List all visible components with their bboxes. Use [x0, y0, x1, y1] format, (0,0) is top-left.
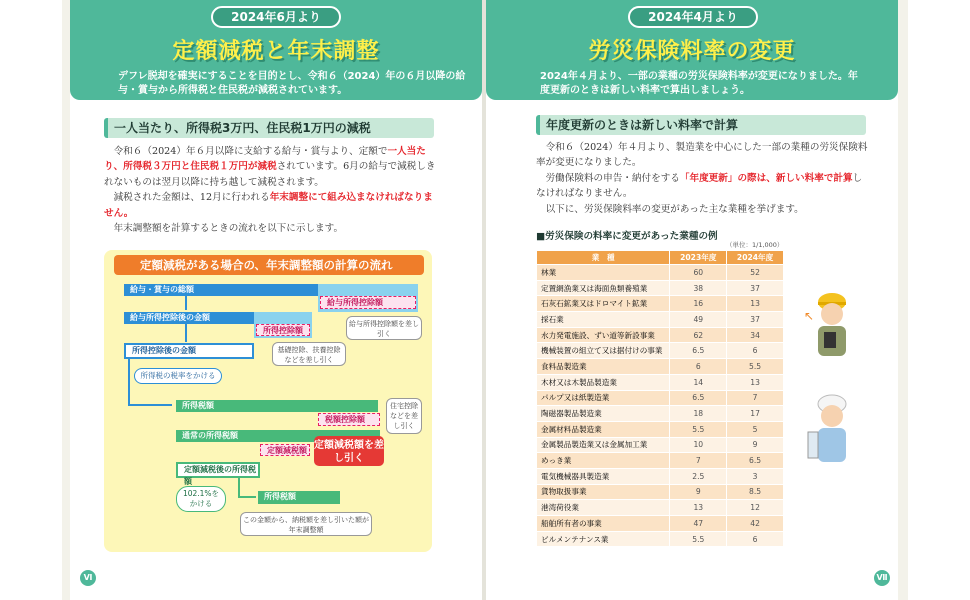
- left-p2-highlight: 年末調整にて組み込まなければなりません。: [104, 192, 433, 219]
- rate-2024-cell: 34: [727, 327, 784, 343]
- left-title: 定額減税と年末調整: [172, 39, 380, 64]
- industry-cell: 林業: [537, 265, 670, 281]
- right-p3: 以下に、労災保険料率の変更があった主な業種を挙げます。: [545, 203, 804, 215]
- flow-tax: 所得税額: [176, 400, 378, 412]
- table-row: [537, 531, 784, 547]
- rate-2023-cell: 16: [670, 296, 727, 312]
- rate-2024-cell: 9: [727, 437, 784, 453]
- rate-2023-cell: 6.5: [670, 343, 727, 359]
- right-page-number: Ⅶ: [874, 570, 890, 586]
- right-p2-highlight: 「年度更新」の際は、新しい料率で計算: [679, 172, 853, 184]
- rate-2023-cell: 38: [670, 280, 727, 296]
- left-lead: デフレ脱却を確実にすることを目的とし、令和６（2024）年の６月以降の給与・賞与から所得税と住民税が減税されています。: [118, 71, 466, 96]
- flow-gross: 給与・賞与の総額: [124, 284, 418, 296]
- rate-2023-cell: 6.5: [670, 390, 727, 406]
- table-row: [537, 421, 784, 437]
- table-row: [537, 374, 784, 390]
- rate-2024-cell: 52: [727, 265, 784, 281]
- industry-cell: 電気機械器具製造業: [537, 468, 670, 484]
- flow-normal-tax: 通常の所得税額: [176, 430, 380, 442]
- table-row: [537, 500, 784, 516]
- rate-2023-cell: 47: [670, 516, 727, 532]
- industry-cell: 金属材料品製造業: [537, 421, 670, 437]
- rate-2024-cell: 5.5: [727, 359, 784, 375]
- rate-2023-cell: 13: [670, 500, 727, 516]
- flow-fixed-cut-button: 定額減税額を差し引く: [314, 436, 384, 466]
- table-header-industry: 業 種: [537, 251, 670, 265]
- flow-fixed-cut: 定額減税額: [260, 444, 310, 456]
- flow-income-note: 基礎控除、扶養控除などを差し引く: [272, 342, 346, 366]
- right-title: 労災保険料率の変更: [588, 39, 796, 64]
- arrow-3: [128, 359, 130, 405]
- rate-table-body: [537, 265, 784, 547]
- rate-2023-cell: 62: [670, 327, 727, 343]
- flow-deduction-note: 給与所得控除額を差し引く: [346, 316, 422, 340]
- industry-cell: 船舶所有者の事業: [537, 516, 670, 532]
- table-header-2024: 2024年度: [727, 251, 784, 265]
- industry-cell: 陶磁器製品製造業: [537, 406, 670, 422]
- right-section-heading: 年度更新のときは新しい料率で計算: [536, 115, 866, 135]
- right-body: [536, 140, 870, 217]
- arrow-2: [185, 324, 187, 342]
- left-page-number: Ⅵ: [80, 570, 96, 586]
- right-date-tag: 2024年4月より: [628, 6, 758, 28]
- flow-credit-note: 住宅控除などを差し引く: [386, 398, 422, 434]
- table-unit: （単位：1/1,000）: [726, 241, 784, 249]
- rate-2024-cell: 3: [727, 468, 784, 484]
- right-lead: 2024年４月より、一部の業種の労災保険料率が変更になりました。年度更新のときは新しい料率で算出しましょう。: [540, 71, 858, 96]
- industry-cell: ビルメンテナンス業: [537, 531, 670, 547]
- industry-cell: 食料品製造業: [537, 359, 670, 375]
- rate-2024-cell: 8.5: [727, 484, 784, 500]
- rate-2024-cell: 37: [727, 312, 784, 328]
- left-p1a: 令和６（2024）年６月以降に支給する給与・賞与より、定額で: [113, 146, 388, 157]
- industry-cell: めっき業: [537, 453, 670, 469]
- flow-after-income: 所得控除後の金額: [124, 343, 254, 359]
- rate-2024-cell: 13: [727, 374, 784, 390]
- rate-2023-cell: 10: [670, 437, 727, 453]
- rate-2023-cell: 14: [670, 374, 727, 390]
- rate-2023-cell: 7: [670, 453, 727, 469]
- rate-2023-cell: 49: [670, 312, 727, 328]
- industry-cell: 貨物取扱事業: [537, 484, 670, 500]
- table-row: [537, 390, 784, 406]
- left-p1-highlight: 一人当たり、所得税３万円と住民税１万円が減税: [104, 146, 426, 173]
- rate-table: [536, 250, 784, 547]
- rate-2024-cell: 6: [727, 531, 784, 547]
- industry-cell: 採石業: [537, 312, 670, 328]
- table-row: [537, 343, 784, 359]
- rate-2023-cell: 5.5: [670, 531, 727, 547]
- flow-after-fixed: 定額減税後の所得税額: [176, 462, 260, 478]
- table-row: [537, 468, 784, 484]
- industry-cell: 定置網漁業又は海面魚類養殖業: [537, 280, 670, 296]
- industry-cell: パルプ又は紙製造業: [537, 390, 670, 406]
- rate-2023-cell: 9: [670, 484, 727, 500]
- rate-2024-cell: 13: [727, 296, 784, 312]
- flow-credit: 税額控除額: [318, 413, 380, 426]
- rate-2024-cell: 7: [727, 390, 784, 406]
- rate-2023-cell: 2.5: [670, 468, 727, 484]
- arrow-1: [185, 296, 187, 310]
- table-row: [537, 406, 784, 422]
- table-header-2023: 2023年度: [670, 251, 727, 265]
- flow-multiply-note: 102.1%をかける: [176, 486, 226, 512]
- table-row: [537, 312, 784, 328]
- rate-2024-cell: 42: [727, 516, 784, 532]
- rate-2024-cell: 17: [727, 406, 784, 422]
- table-row: [537, 359, 784, 375]
- flow-income-deduction: 所得控除額: [256, 324, 310, 336]
- flow-rate-note: 所得税の税率をかける: [134, 368, 222, 384]
- rate-2023-cell: 5.5: [670, 421, 727, 437]
- flow-deduction: 給与所得控除額: [320, 296, 416, 309]
- rate-2024-cell: 12: [727, 500, 784, 516]
- flow-title: 定額減税がある場合の、年末調整額の計算の流れ: [114, 255, 424, 275]
- flow-final-note: この金額から、納税額を差し引いた額が年末調整額: [240, 512, 372, 536]
- left-section-heading: 一人当たり、所得税3万円、住民税1万円の減税: [104, 118, 434, 138]
- flow-after-deduction: 給与所得控除後の金額: [124, 312, 312, 324]
- table-row: [537, 516, 784, 532]
- rate-2023-cell: 18: [670, 406, 727, 422]
- left-body: [104, 144, 438, 236]
- rate-2024-cell: 5: [727, 421, 784, 437]
- rate-2023-cell: 6: [670, 359, 727, 375]
- table-row: [537, 484, 784, 500]
- right-p2a: 労働保険料の申告・納付をする: [545, 172, 680, 184]
- table-caption: ■労災保険の料率に変更があった業種の例: [536, 231, 718, 242]
- arrow-4b: [238, 496, 256, 498]
- flow-final-tax: 所得税額: [258, 491, 340, 504]
- industry-cell: 機械装置の組立て又は据付けの事業: [537, 343, 670, 359]
- rate-2024-cell: 6.5: [727, 453, 784, 469]
- worker-tablet-illustration: [798, 290, 862, 366]
- rate-2024-cell: 37: [727, 280, 784, 296]
- worker-blueprint-illustration: [806, 392, 858, 472]
- right-p2b: しなければなりません。: [536, 172, 863, 200]
- table-row: [537, 453, 784, 469]
- left-p2a: 減税された金額は、12月に行われる: [113, 192, 270, 204]
- table-row: [537, 280, 784, 296]
- svg-text:↖: ↖: [804, 309, 815, 323]
- right-p1: 令和６（2024）年４月より、製造業を中心にした一部の業種の労災保険料率が変更になりました。: [536, 142, 868, 169]
- rate-2024-cell: 6: [727, 343, 784, 359]
- arrow-4: [238, 478, 240, 496]
- table-row: [537, 437, 784, 453]
- left-date-tag: 2024年6月より: [211, 6, 341, 28]
- rate-2023-cell: 60: [670, 265, 727, 281]
- industry-cell: 水力発電施設、ずい道等新設事業: [537, 327, 670, 343]
- table-row: [537, 327, 784, 343]
- arrow-3b: [128, 404, 172, 406]
- left-p3: 年末調整額を計算するときの流れを以下に示します。: [113, 223, 344, 235]
- table-row: [537, 265, 784, 281]
- left-p1b: されています。6月の給与で減税しきれないものは翌月以降に持ち越して減税されます。: [104, 161, 436, 188]
- industry-cell: 木材又は木製品製造業: [537, 374, 670, 390]
- industry-cell: 石灰石鉱業又はドロマイト鉱業: [537, 296, 670, 312]
- table-row: [537, 296, 784, 312]
- industry-cell: 港湾荷役業: [537, 500, 670, 516]
- industry-cell: 金属製品製造業又は金属加工業: [537, 437, 670, 453]
